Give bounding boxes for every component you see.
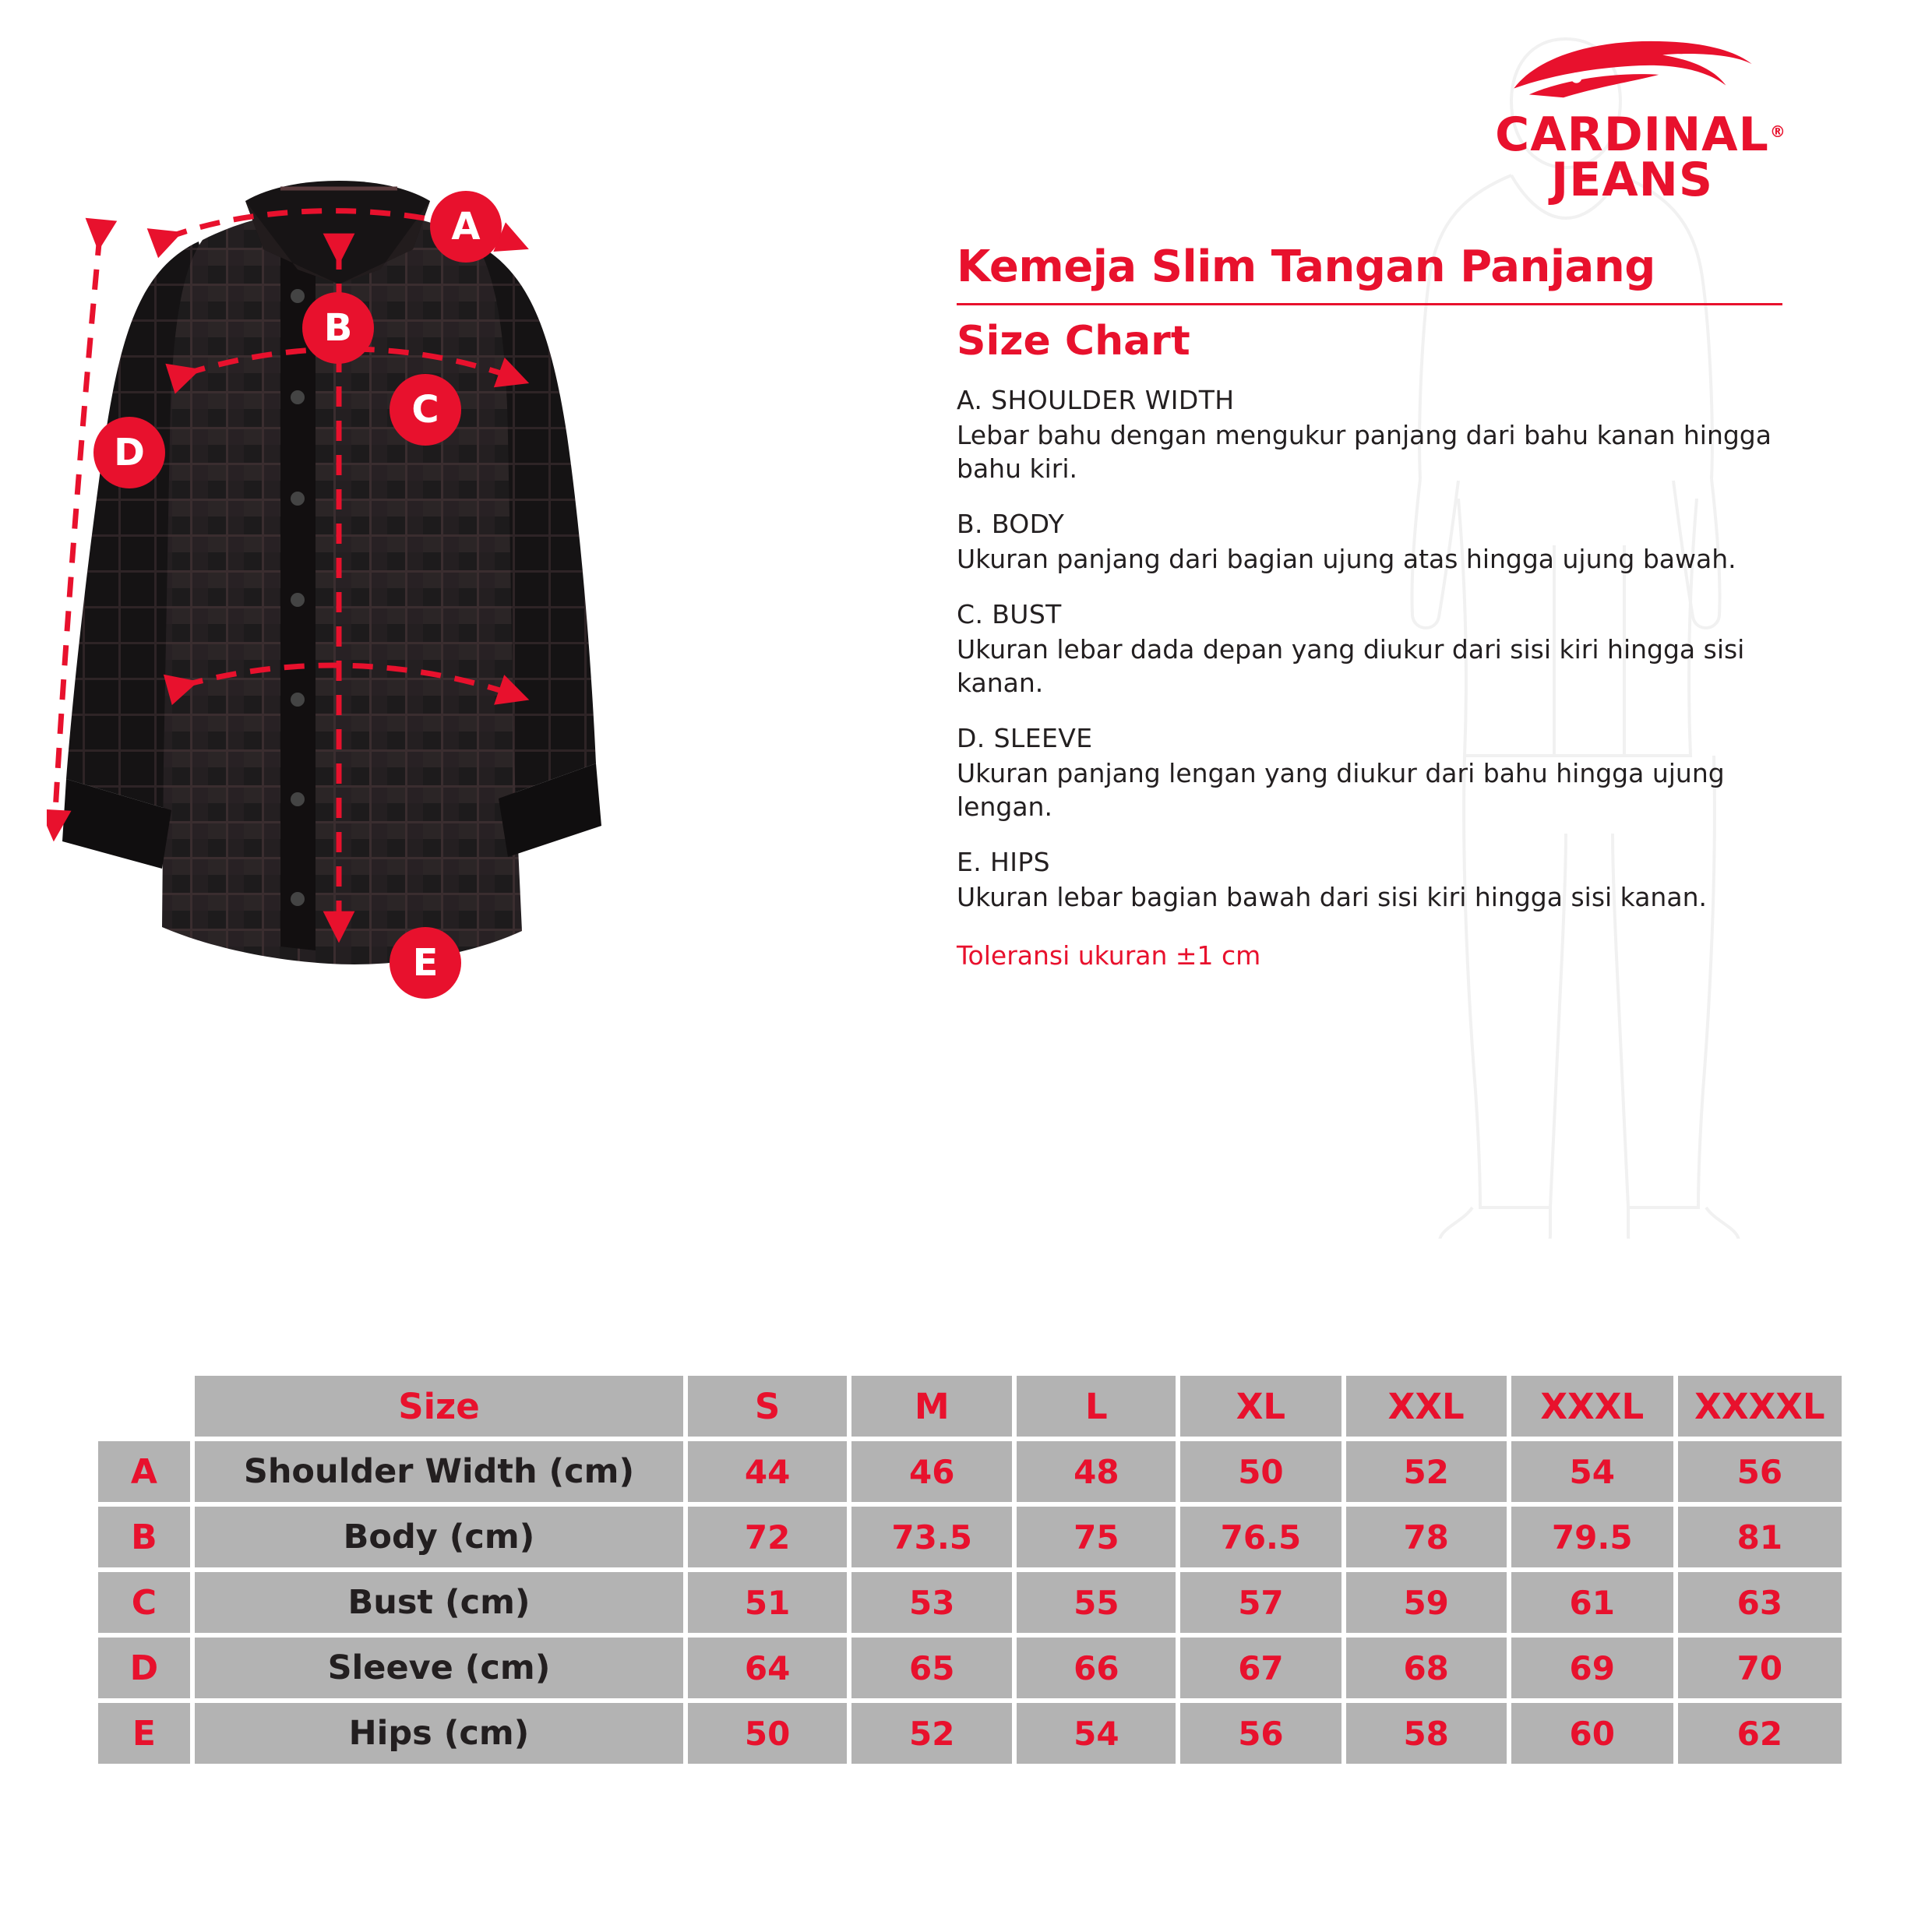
table-row [98, 1638, 1842, 1698]
row-key-e: E [98, 1703, 190, 1764]
cell-b-xl: 76.5 [1180, 1507, 1341, 1567]
cell-e-xxxxl: 62 [1678, 1703, 1842, 1764]
info-panel [957, 242, 1782, 971]
cell-e-xxl: 58 [1346, 1703, 1507, 1764]
page-subtitle: Size Chart [957, 318, 1190, 365]
row-label-sleeve: Sleeve (cm) [195, 1638, 684, 1698]
row-key-b: B [98, 1507, 190, 1567]
cell-d-xxxl: 69 [1511, 1638, 1673, 1698]
cell-a-m: 46 [851, 1441, 1012, 1502]
measurement-e-desc: Ukuran lebar bagian bawah dari sisi kiri hingga sisi kanan. [957, 882, 1707, 912]
measurement-a-title: A. SHOULDER WIDTH [957, 385, 1235, 415]
cell-c-m: 53 [851, 1572, 1012, 1633]
badge-d: D [93, 417, 165, 488]
table-header-m: M [851, 1376, 1012, 1437]
cell-c-l: 55 [1017, 1572, 1176, 1633]
cell-a-xxl: 52 [1346, 1441, 1507, 1502]
measurement-a-desc: Lebar bahu dengan mengukur panjang dari bahu kanan hingga bahu kiri. [957, 420, 1772, 484]
measurement-d-title: D. SLEEVE [957, 723, 1093, 753]
cell-c-xl: 57 [1180, 1572, 1341, 1633]
measurement-d-desc: Ukuran panjang lengan yang diukur dari bahu hingga ujung lengan. [957, 758, 1725, 822]
shirt-illustration [47, 140, 935, 1270]
title-divider [957, 303, 1782, 305]
cell-a-xl: 50 [1180, 1441, 1341, 1502]
badge-a: A [430, 191, 502, 263]
row-key-a: A [98, 1441, 190, 1502]
row-label-hips: Hips (cm) [195, 1703, 684, 1764]
cell-b-xxl: 78 [1346, 1507, 1507, 1567]
table-header-xxxl: XXXL [1511, 1376, 1673, 1437]
cell-a-l: 48 [1017, 1441, 1176, 1502]
table-row [98, 1507, 1842, 1567]
measurement-b-desc: Ukuran panjang dari bagian ujung atas hingga ujung bawah. [957, 544, 1736, 574]
cell-e-s: 50 [688, 1703, 847, 1764]
cell-d-s: 64 [688, 1638, 847, 1698]
measurement-d [957, 723, 1782, 823]
tolerance-note: Toleransi ukuran ±1 cm [957, 940, 1261, 971]
cell-c-xxxl: 61 [1511, 1572, 1673, 1633]
page-title: Kemeja Slim Tangan Panjang [957, 242, 1655, 292]
cell-b-xxxxl: 81 [1678, 1507, 1842, 1567]
table-row [98, 1441, 1842, 1502]
table-row [98, 1703, 1842, 1764]
measurement-c-desc: Ukuran lebar dada depan yang diukur dari sisi kiri hingga sisi kanan. [957, 634, 1745, 698]
row-label-body: Body (cm) [195, 1507, 684, 1567]
registered-mark: ® [1769, 122, 1786, 141]
cell-b-m: 73.5 [851, 1507, 1012, 1567]
measurement-e [957, 847, 1782, 914]
table-header-xl: XL [1180, 1376, 1341, 1437]
row-key-c: C [98, 1572, 190, 1633]
measurement-e-title: E. HIPS [957, 847, 1051, 877]
table-header-size: Size [195, 1376, 684, 1437]
badge-c: C [390, 374, 461, 446]
cell-a-s: 44 [688, 1441, 847, 1502]
cell-b-l: 75 [1017, 1507, 1176, 1567]
cell-d-xl: 67 [1180, 1638, 1341, 1698]
cell-d-m: 65 [851, 1638, 1012, 1698]
measurement-b [957, 509, 1782, 576]
cell-a-xxxl: 54 [1511, 1441, 1673, 1502]
cell-e-xl: 56 [1180, 1703, 1341, 1764]
cell-c-s: 51 [688, 1572, 847, 1633]
table-header-l: L [1017, 1376, 1176, 1437]
shirt-diagram [47, 140, 935, 1270]
table-row [98, 1572, 1842, 1633]
table-header-s: S [688, 1376, 847, 1437]
cell-a-xxxxl: 56 [1678, 1441, 1842, 1502]
table-corner-cell [98, 1376, 190, 1437]
table-header-xxl: XXL [1346, 1376, 1507, 1437]
brand-name-line2: JEANS [1550, 153, 1714, 207]
cardinal-bird-icon [1504, 35, 1761, 108]
table-header-row [98, 1376, 1842, 1437]
row-key-d: D [98, 1638, 190, 1698]
badge-e: E [390, 927, 461, 999]
cell-d-xxl: 68 [1346, 1638, 1507, 1698]
cell-b-xxxl: 79.5 [1511, 1507, 1673, 1567]
badge-b: B [302, 292, 374, 364]
measurement-c-title: C. BUST [957, 599, 1062, 629]
cell-e-m: 52 [851, 1703, 1012, 1764]
cell-d-l: 66 [1017, 1638, 1176, 1698]
brand-name [1495, 108, 1786, 207]
cell-e-l: 54 [1017, 1703, 1176, 1764]
cell-c-xxxxl: 63 [1678, 1572, 1842, 1633]
measurement-a [957, 385, 1782, 485]
brand-name-line1: CARDINAL [1495, 108, 1769, 162]
brand-logo [1465, 35, 1800, 207]
table-header-xxxxl: XXXXL [1678, 1376, 1842, 1437]
cell-d-xxxxl: 70 [1678, 1638, 1842, 1698]
cell-b-s: 72 [688, 1507, 847, 1567]
size-chart-table [93, 1371, 1846, 1768]
row-label-shoulder-width: Shoulder Width (cm) [195, 1441, 684, 1502]
measurement-c [957, 599, 1782, 700]
cell-e-xxxl: 60 [1511, 1703, 1673, 1764]
row-label-bust: Bust (cm) [195, 1572, 684, 1633]
measurement-b-title: B. BODY [957, 509, 1065, 539]
cell-c-xxl: 59 [1346, 1572, 1507, 1633]
